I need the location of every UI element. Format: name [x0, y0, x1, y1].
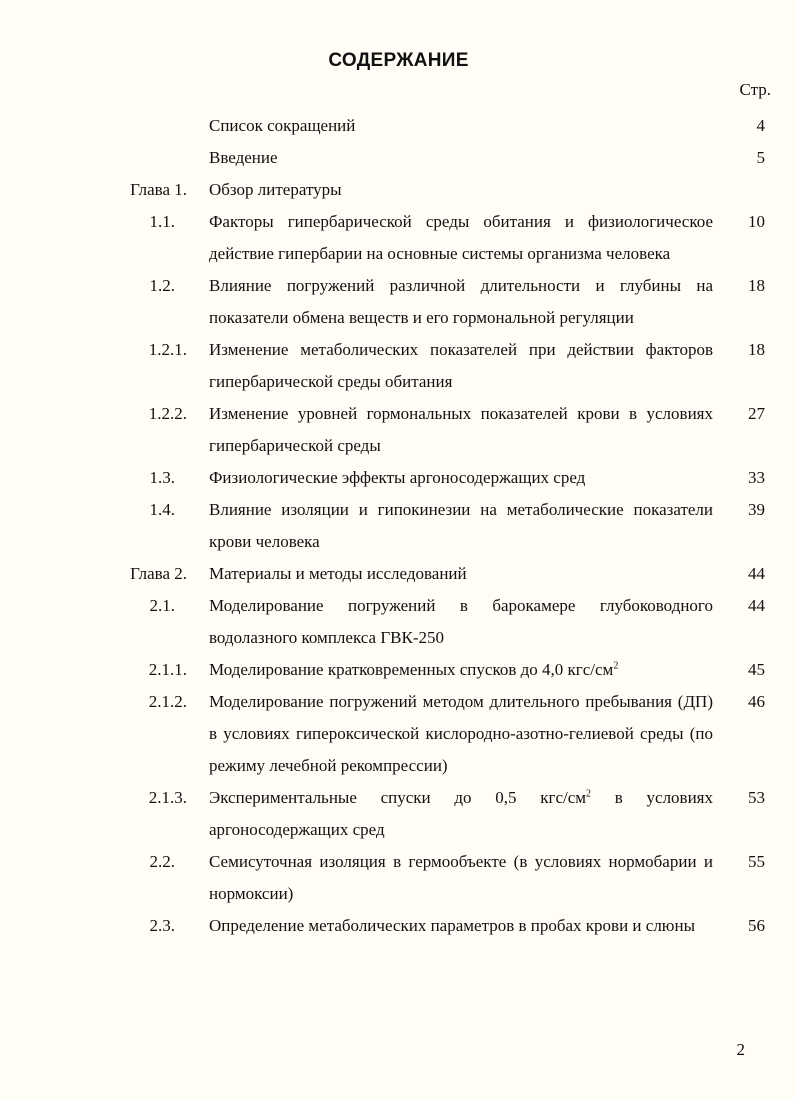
- table-of-contents: [0, 110, 797, 942]
- superscript: 2: [613, 660, 619, 672]
- toc-entry-title-text: Материалы и методы исследований: [209, 564, 467, 583]
- toc-entry-number: 2.2.: [149, 852, 175, 871]
- toc-entry-number: 1.4.: [149, 500, 175, 519]
- toc-entry: [0, 590, 797, 654]
- toc-entry-title: [209, 398, 713, 462]
- toc-entry-title-text: Семисуточная изоляция в гермообъекте (в условиях нормобарии и нормоксии): [209, 852, 713, 903]
- toc-entry-page: 33: [748, 468, 765, 487]
- toc-entry-title: [209, 686, 713, 782]
- toc-entry-title: [209, 174, 713, 206]
- toc-entry-number: 1.2.2.: [148, 404, 187, 423]
- toc-entry-number: Глава 2.: [130, 564, 187, 583]
- toc-entry: [0, 782, 797, 846]
- toc-entry-title-text: Изменение уровней гормональных показателей крови в условиях гипербарической среды: [209, 404, 713, 455]
- toc-entry-title: [209, 270, 713, 334]
- toc-entry: [0, 846, 797, 910]
- toc-entry-number: 2.1.3.: [148, 788, 187, 807]
- toc-entry-title: [209, 206, 713, 270]
- toc-entry-number: 2.1.: [149, 596, 175, 615]
- toc-entry: [0, 174, 797, 206]
- toc-entry: [0, 142, 797, 174]
- toc-entry-number: 1.1.: [149, 212, 175, 231]
- toc-entry-number: 1.2.1.: [148, 340, 187, 359]
- toc-entry-page: 46: [748, 692, 765, 711]
- toc-entry-number: 1.3.: [149, 468, 175, 487]
- toc-entry-number: 2.1.2.: [148, 692, 187, 711]
- toc-entry-title-text: Моделирование кратковременных спусков до 4,0 кгс/см: [209, 660, 614, 679]
- toc-entry-title-text: Влияние погружений различной длительности и глубины на показатели обмена веществ и его гормональной регуляции: [209, 276, 713, 327]
- toc-entry-page: 44: [748, 564, 765, 583]
- toc-entry-title: [209, 494, 713, 558]
- toc-entry-title: [209, 142, 713, 174]
- toc-entry: [0, 462, 797, 494]
- toc-entry-title: [209, 590, 713, 654]
- toc-entry-title-text: Физиологические эффекты аргоносодержащих сред: [209, 468, 586, 487]
- toc-entry-title-text: Экспериментальные спуски до 0,5 кгс/см: [209, 788, 587, 807]
- toc-entry-title: [209, 782, 713, 846]
- toc-entry-title-text: Моделирование погружений в барокамере глубоководного водолазного комплекса ГВК-250: [209, 596, 713, 647]
- toc-entry-title: [209, 462, 713, 494]
- toc-entry-title-text: Обзор литературы: [209, 180, 342, 199]
- toc-entry-page: 44: [748, 596, 765, 615]
- toc-entry-number: 1.2.: [149, 276, 175, 295]
- toc-entry-title: [209, 654, 713, 686]
- toc-entry-title: [209, 334, 713, 398]
- toc-entry-page: 10: [748, 212, 765, 231]
- toc-entry-page: 18: [748, 340, 765, 359]
- page-title: СОДЕРЖАНИЕ: [328, 50, 469, 71]
- toc-entry-title-text: Моделирование погружений методом длительного пребывания (ДП) в условиях гипероксической кислородно-азотно-гелиевой среды (по режиму лечебной рекомпрессии): [209, 692, 713, 775]
- toc-entry: [0, 206, 797, 270]
- toc-entry-page: 45: [748, 660, 765, 679]
- toc-entry-page: 56: [748, 916, 765, 935]
- toc-entry-title-text: Список сокращений: [209, 116, 356, 135]
- toc-entry-title: [209, 110, 713, 142]
- toc-entry-title: [209, 846, 713, 910]
- page-column-header: Стр.: [739, 80, 771, 99]
- toc-entry: [0, 398, 797, 462]
- toc-entry-title-text: Введение: [209, 148, 278, 167]
- toc-entry: [0, 270, 797, 334]
- toc-entry-number: Глава 1.: [130, 180, 187, 199]
- toc-entry-title-text: Определение метаболических параметров в пробах крови и слюны: [209, 916, 696, 935]
- toc-entry-page: 27: [748, 404, 765, 423]
- toc-entry-title-text: Изменение метаболических показателей при действии факторов гипербарической среды обитания: [209, 340, 713, 391]
- toc-entry-page: 39: [748, 500, 765, 519]
- toc-entry-title-text: Влияние изоляции и гипокинезии на метаболические показатели крови человека: [209, 500, 713, 551]
- toc-entry: [0, 910, 797, 942]
- toc-entry: [0, 110, 797, 142]
- toc-entry-page: 53: [748, 788, 765, 807]
- toc-entry-page: 18: [748, 276, 765, 295]
- page-number: 2: [736, 1040, 745, 1059]
- toc-entry: [0, 334, 797, 398]
- toc-entry-page: 55: [748, 852, 765, 871]
- toc-entry-number: 2.1.1.: [148, 660, 187, 679]
- toc-entry-title-text: Факторы гипербарической среды обитания и физиологическое действие гипербарии на основные системы организма человека: [209, 212, 713, 263]
- toc-entry-number: 2.3.: [149, 916, 175, 935]
- toc-entry-title: [209, 910, 713, 942]
- toc-entry: [0, 686, 797, 782]
- toc-entry: [0, 654, 797, 686]
- toc-entry-page: 5: [756, 148, 765, 167]
- toc-entry: [0, 558, 797, 590]
- superscript: 2: [586, 788, 592, 800]
- toc-entry-title-text-after: в условиях аргоносодержащих сред: [209, 788, 713, 839]
- toc-entry: [0, 494, 797, 558]
- toc-entry-title: [209, 558, 713, 590]
- toc-entry-page: 4: [756, 116, 765, 135]
